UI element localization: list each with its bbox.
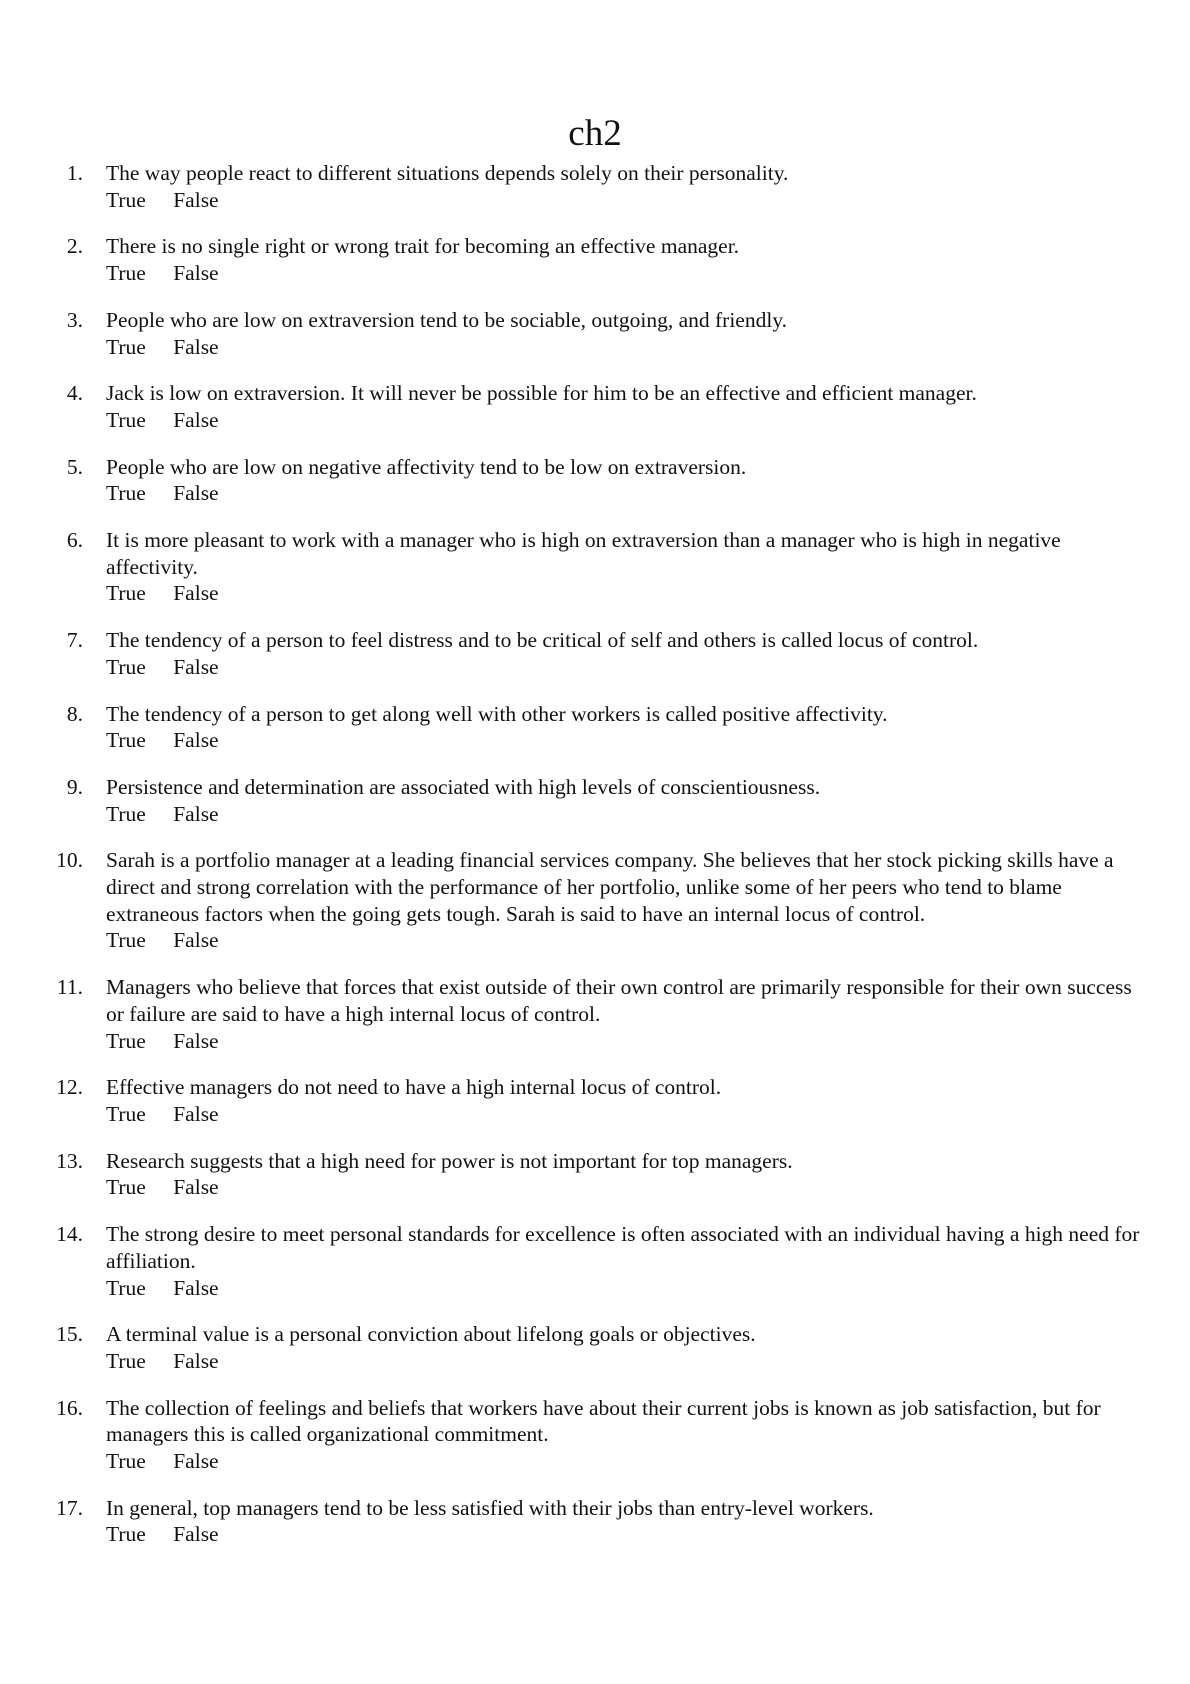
question-item	[0, 974, 1190, 1054]
question-number: 7.	[66, 628, 83, 653]
option-false: False	[173, 407, 219, 432]
option-false: False	[173, 261, 219, 286]
question-item	[0, 627, 1190, 680]
option-false: False	[173, 1101, 219, 1126]
option-true: True	[106, 1028, 146, 1053]
option-false: False	[173, 187, 219, 212]
question-number: 6.	[66, 528, 83, 553]
question-number: 11.	[56, 975, 83, 1000]
option-false: False	[173, 654, 219, 679]
question-text: In general, top managers tend to be less satisfied with their jobs than entry-level workers.	[106, 1495, 874, 1520]
question-number: 12.	[56, 1075, 83, 1100]
answer-options	[106, 927, 1190, 954]
question-text: There is no single right or wrong trait for becoming an effective manager.	[106, 234, 740, 259]
option-true: True	[106, 261, 146, 286]
option-true: True	[106, 728, 146, 753]
question-text: Managers who believe that forces that exist outside of their own control are primarily responsible for their own success or failure are said to have a high internal locus of control.	[106, 975, 1132, 1026]
question-text: Jack is low on extraversion. It will never be possible for him to be an effective and efficient manager.	[106, 381, 977, 406]
option-true: True	[106, 407, 146, 432]
answer-options	[106, 1174, 1190, 1201]
question-item	[0, 1074, 1190, 1127]
question-number: 5.	[66, 454, 83, 479]
answer-options	[106, 1028, 1190, 1055]
question-item	[0, 233, 1190, 286]
question-number: 15.	[56, 1322, 83, 1347]
answer-options	[106, 1348, 1190, 1375]
answer-options	[106, 1101, 1190, 1128]
question-number: 8.	[66, 701, 83, 726]
question-item	[0, 1495, 1190, 1548]
page-title: ch2	[568, 113, 622, 154]
answer-options	[106, 801, 1190, 828]
answer-options	[106, 1448, 1190, 1475]
option-false: False	[173, 928, 219, 953]
option-false: False	[173, 1348, 219, 1373]
option-false: False	[173, 728, 219, 753]
question-text: People who are low on negative affectivity tend to be low on extraversion.	[106, 454, 747, 479]
option-true: True	[106, 1275, 146, 1300]
option-true: True	[106, 1449, 146, 1474]
question-number: 3.	[66, 307, 83, 332]
question-item	[0, 1321, 1190, 1374]
option-true: True	[106, 1348, 146, 1373]
answer-options	[106, 1275, 1190, 1302]
question-text: Research suggests that a high need for power is not important for top managers.	[106, 1148, 793, 1173]
question-text: The tendency of a person to feel distress and to be critical of self and others is called locus of control.	[106, 628, 979, 653]
option-false: False	[173, 1522, 219, 1547]
question-item	[0, 160, 1190, 213]
question-item	[0, 847, 1190, 954]
option-false: False	[173, 1275, 219, 1300]
question-text: Effective managers do not need to have a high internal locus of control.	[106, 1075, 722, 1100]
option-false: False	[173, 581, 219, 606]
question-item	[0, 1395, 1190, 1475]
option-false: False	[173, 481, 219, 506]
question-item	[0, 527, 1190, 607]
option-true: True	[106, 654, 146, 679]
option-false: False	[173, 1028, 219, 1053]
question-item	[0, 1148, 1190, 1201]
question-item	[0, 307, 1190, 360]
question-text: Persistence and determination are associated with high levels of conscientiousness.	[106, 774, 821, 799]
question-text: It is more pleasant to work with a manager who is high on extraversion than a manager who is high in negative affectivity.	[106, 528, 1061, 579]
answer-options	[106, 407, 1190, 434]
question-number: 17.	[56, 1495, 83, 1520]
answer-options	[106, 727, 1190, 754]
question-text: People who are low on extraversion tend to be sociable, outgoing, and friendly.	[106, 307, 788, 332]
option-false: False	[173, 334, 219, 359]
question-text: The strong desire to meet personal standards for excellence is often associated with an individual having a high need for affiliation.	[106, 1222, 1140, 1273]
question-text: Sarah is a portfolio manager at a leading financial services company. She believes that her stock picking skills have a direct and strong correlation with the performance of her portfolio, unlike some of her peers who tend to blame extraneous factors when the going gets tough. Sarah is said to have an internal locus of control.	[106, 848, 1114, 926]
option-false: False	[173, 801, 219, 826]
answer-options	[106, 480, 1190, 507]
answer-options	[106, 187, 1190, 214]
option-true: True	[106, 187, 146, 212]
question-number: 1.	[66, 161, 83, 185]
question-item	[0, 774, 1190, 827]
question-text: The collection of feelings and beliefs that workers have about their current jobs is known as job satisfaction, but for managers this is called organizational commitment.	[106, 1395, 1101, 1447]
option-true: True	[106, 334, 146, 359]
question-text: The way people react to different situations depends solely on their personality.	[106, 161, 789, 185]
question-number: 16.	[56, 1395, 83, 1420]
question-item	[0, 380, 1190, 433]
question-item	[0, 454, 1190, 507]
option-true: True	[106, 581, 146, 606]
question-number: 9.	[66, 774, 83, 799]
option-true: True	[106, 1522, 146, 1547]
option-true: True	[106, 1175, 146, 1200]
option-true: True	[106, 928, 146, 953]
question-number: 13.	[56, 1148, 83, 1173]
question-number: 2.	[66, 234, 83, 259]
question-number: 4.	[66, 381, 83, 406]
option-false: False	[173, 1449, 219, 1474]
option-true: True	[106, 1101, 146, 1126]
question-item	[0, 701, 1190, 754]
option-true: True	[106, 481, 146, 506]
option-false: False	[173, 1175, 219, 1200]
answer-options	[106, 1521, 1190, 1548]
answer-options	[106, 654, 1190, 681]
answer-options	[106, 580, 1190, 607]
answer-options	[106, 334, 1190, 361]
question-number: 14.	[56, 1222, 83, 1247]
answer-options	[106, 260, 1190, 287]
question-list	[0, 160, 1190, 1568]
question-text: The tendency of a person to get along well with other workers is called positive affectivity.	[106, 701, 888, 726]
question-text: A terminal value is a personal conviction about lifelong goals or objectives.	[106, 1322, 756, 1347]
question-item	[0, 1221, 1190, 1301]
question-number: 10.	[56, 848, 83, 873]
option-true: True	[106, 801, 146, 826]
